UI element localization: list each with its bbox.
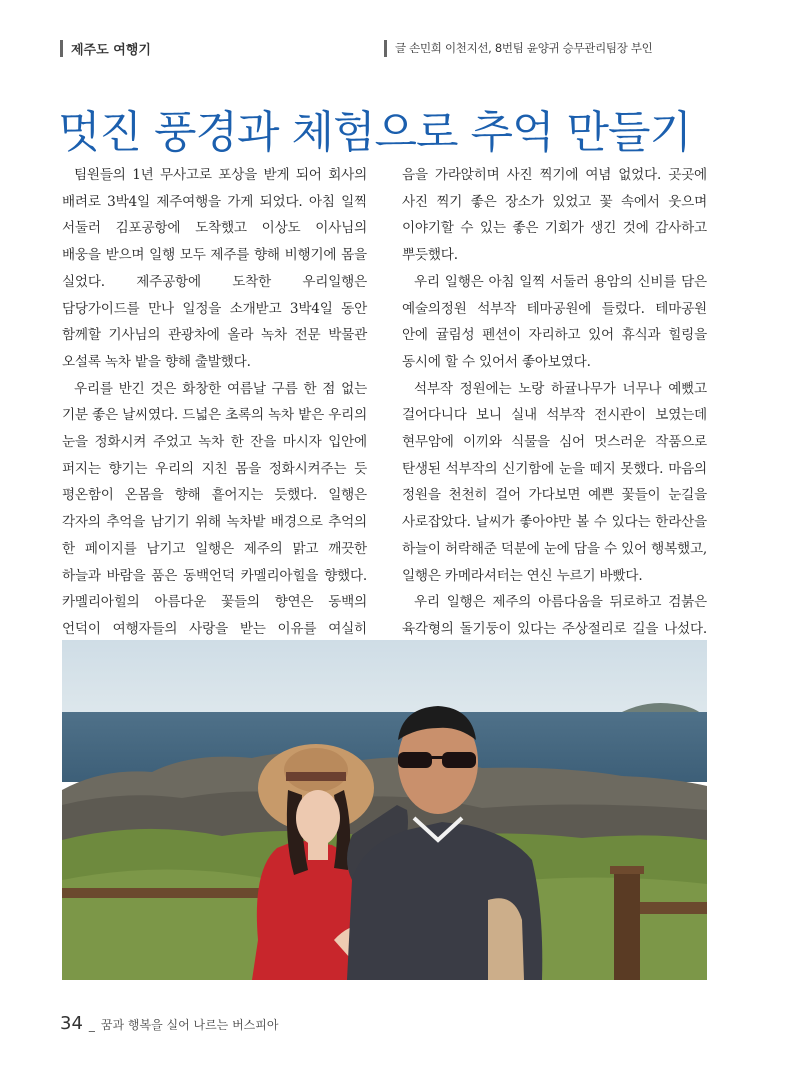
article-title: 멋진 풍경과 체험으로 추억 만들기 (58, 107, 691, 158)
byline-header (384, 38, 653, 58)
section-label: 제주도 여행기 (71, 42, 151, 58)
paragraph: 팀원들의 1년 무사고로 포상을 받게 되어 회사의 배려로 3박4일 제주여행을 가게 되었다. 아침 일찍 서둘러 김포공항에 도착했고 이상도 이사님의 배웅을 받으며 일행 모두 제주를 향해 비행기에 몸을 실었다. 제주공항에 도착한 우리일행은 담당가이드를 만나 일정을 소개받고 3박4일 동안 함께할 기사님의 관광차에 올라 녹차 전문 박물관 오설록 녹차 밭을 향해 출발했다. (62, 167, 367, 370)
magazine-name: 꿈과 행복을 실어 나르는 버스피아 (100, 1018, 279, 1032)
byline-marker (384, 40, 387, 57)
byline: 글 손민희 이천지선, 8번팀 윤양귀 승무관리팀장 부인 (395, 41, 653, 55)
footer-separator: _ (88, 1018, 95, 1032)
article-photo (62, 640, 707, 980)
paragraph: 우리 일행은 아침 일찍 서둘러 용암의 신비를 담은 예술의정원 석부작 테마공원에 들렀다. 테마공원 안에 귤림성 펜션이 자리하고 있어 휴식과 힐링을 동시에 할 수 있어서 좋아보였다. (402, 273, 707, 370)
paragraph: 석부작 정원에는 노랑 하귤나무가 너무나 예뻤고 걸어다니다 보니 실내 석부작 전시관이 보였는데 현무암에 이끼와 식물을 심어 멋스러운 작품으로 탄생된 석부작의 신기함에 눈을 떼지 못했다. 마음의 정원을 천천히 걸어 가다보면 예쁜 꽃들이 눈길을 사로잡았다. 날씨가 좋아야만 볼 수 있다는 한라산을 하늘이 허락해준 덕분에 눈에 담을 수 있어 행복했고, 일행은 카메라셔터는 연신 누르기 바빴다. (402, 380, 707, 584)
paragraph: 음을 가라앉히며 사진 찍기에 여념 없었다. 곳곳에 사진 찍기 좋은 장소가 있었고 꽃 속에서 웃으며 이야기할 수 있는 좋은 기회가 생긴 것에 감사하고 뿌듯했다. (402, 167, 707, 264)
paragraph: 우리 일행은 제주의 아름다움을 뒤로하고 검붉은 육각형의 돌기둥이 있다는 주상절리로 길을 나섰다. (402, 594, 707, 637)
page-number: 34 (60, 1013, 83, 1034)
article-column-left (62, 162, 367, 723)
article-column-right (402, 162, 707, 723)
section-marker (60, 40, 63, 57)
paragraph: 우리를 반긴 것은 화창한 여름날 구름 한 점 없는 기분 좋은 날씨였다. 드넓은 초록의 녹차 밭은 우리의 눈을 정화시켜 주었고 녹차 한 잔을 마시자 입안에 퍼지는 향기는 우리의 지친 몸을 정화시켜주는 듯 평온함이 온몸을 향해 흩어지는 듯했다. 일행은 각자의 추억을 남기기 위해 녹차밭 배경으로 추억의 한 페이지를 남기고 일행은 제주의 맑고 깨끗한 하늘과 바람을 품은 동백언덕 카멜리아힐을 향했다. 카멜리아힐의 아름다운 꽃들의 향연은 동백의 언덕이 여행자들의 사랑을 받는 이유를 여실히 (62, 380, 367, 637)
section-header (60, 38, 151, 58)
page-footer (60, 1013, 278, 1034)
